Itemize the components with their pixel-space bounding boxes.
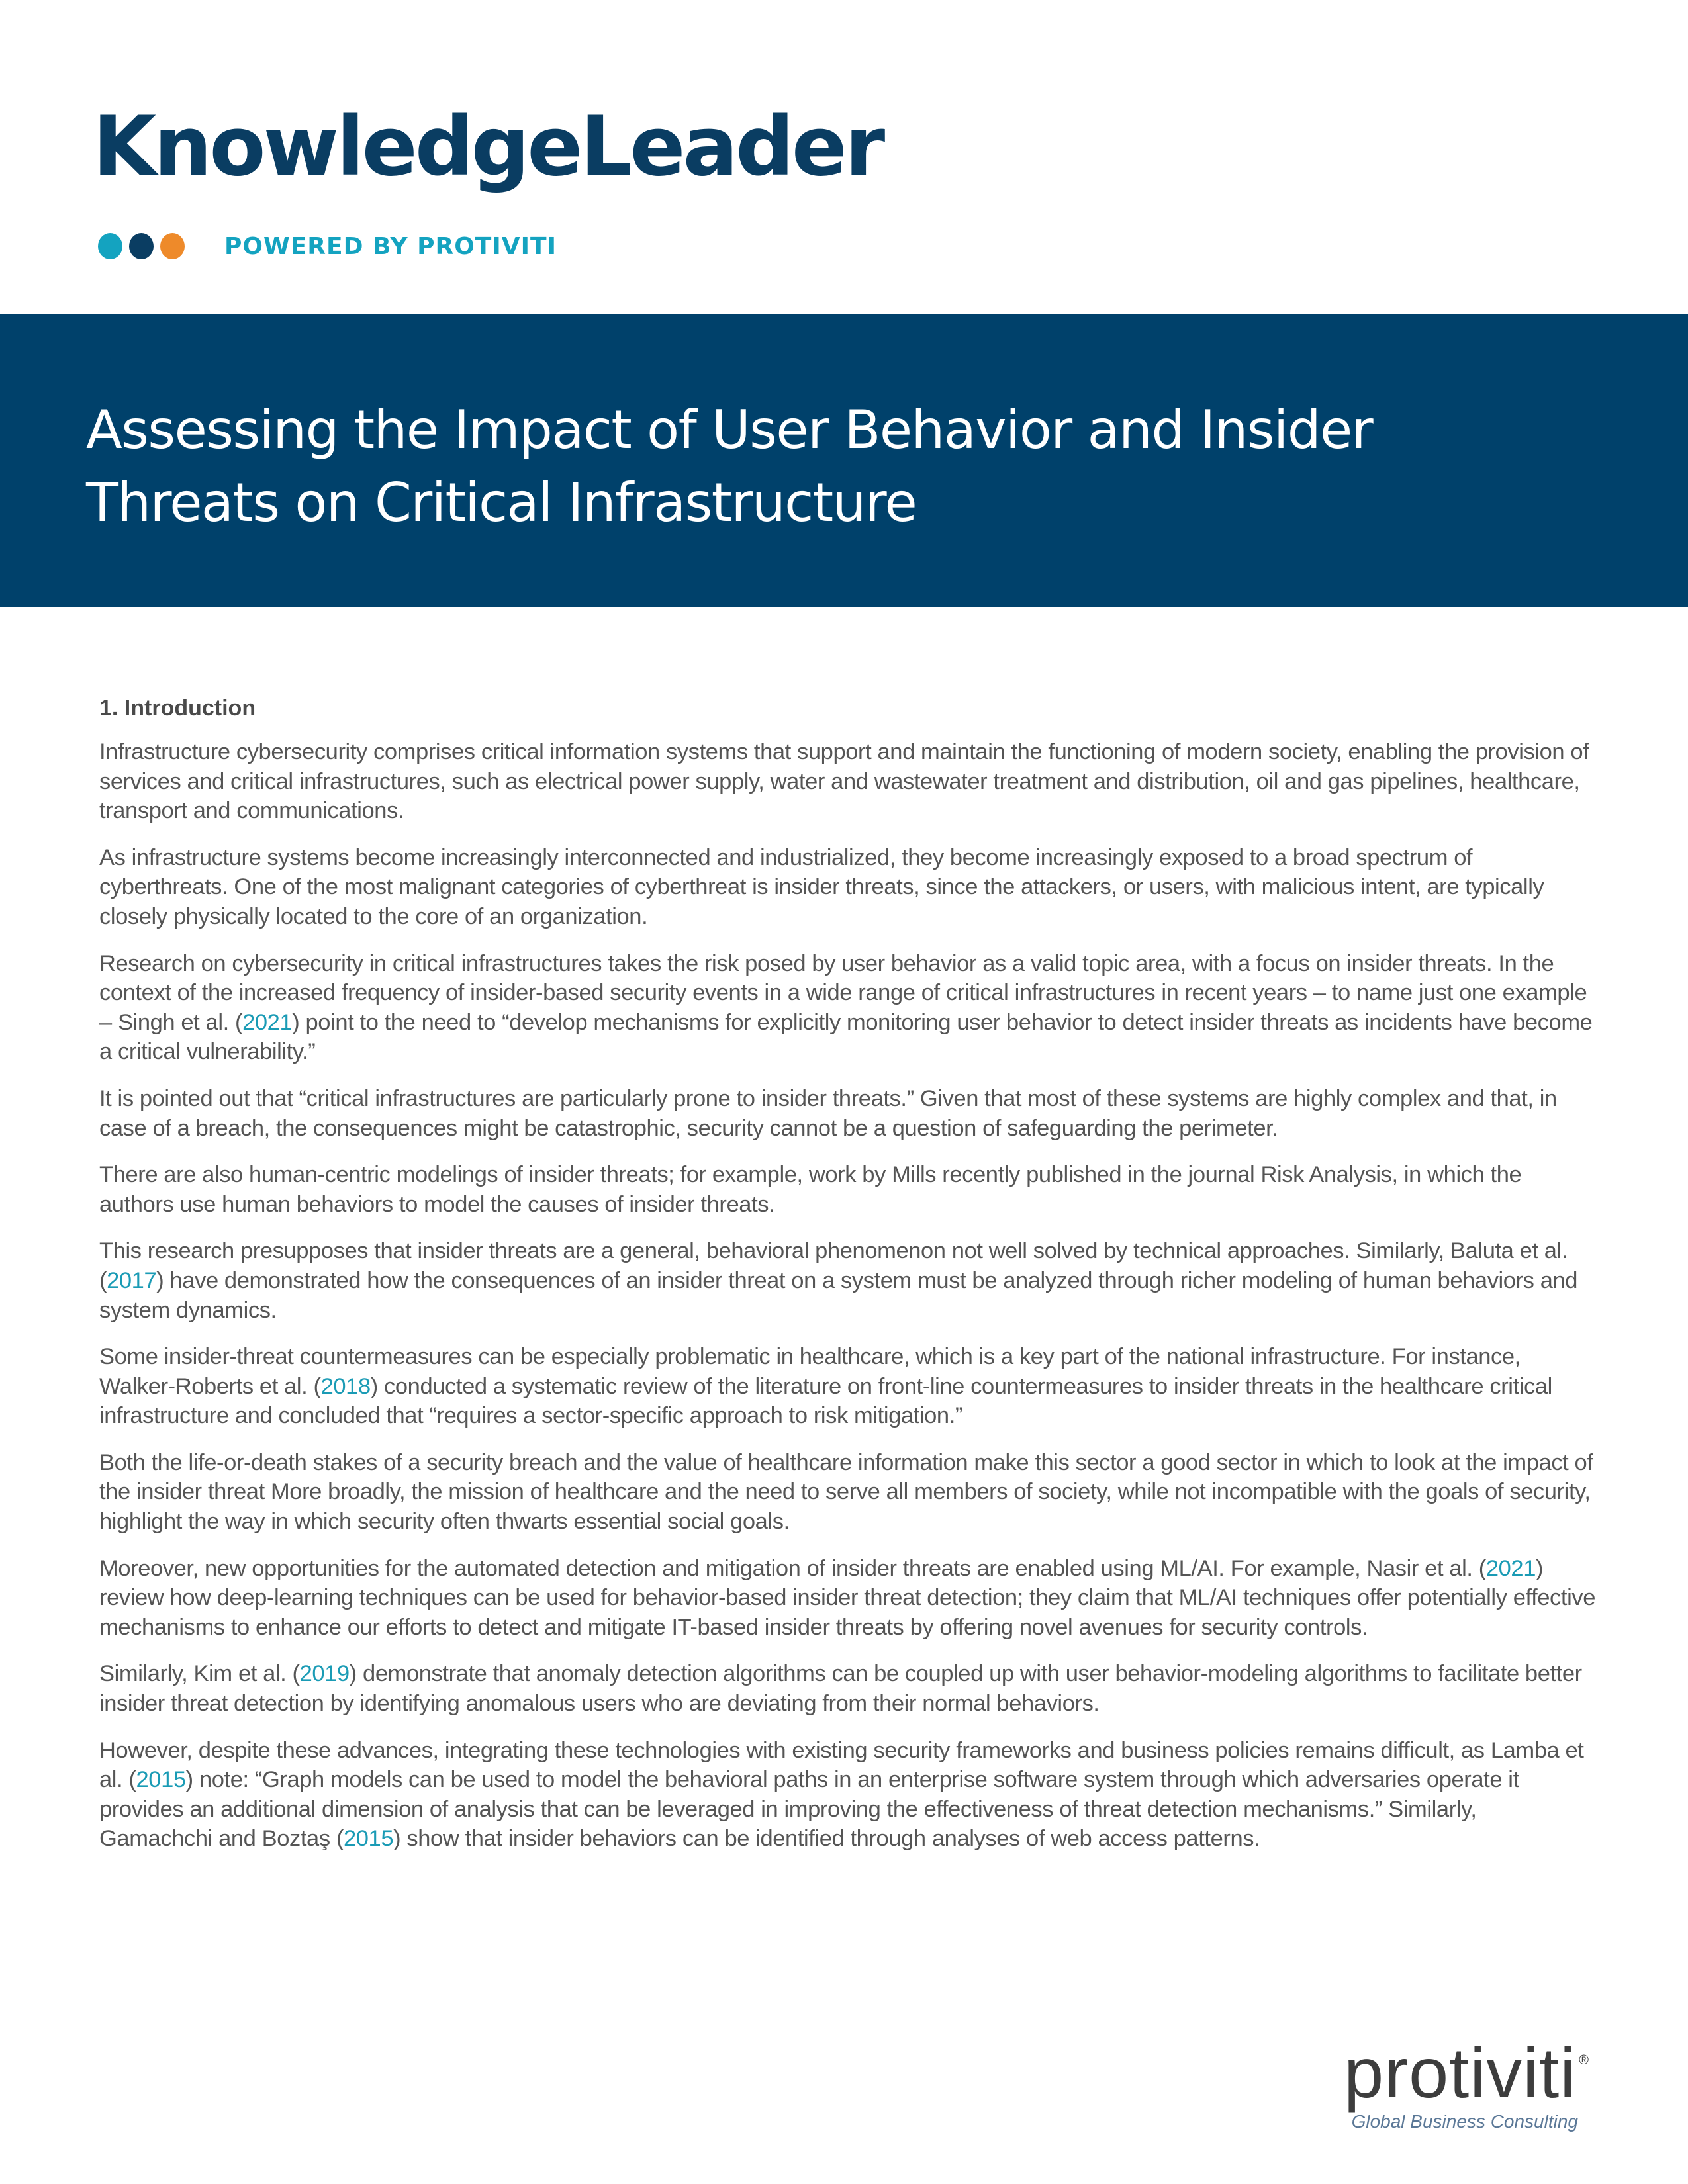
citation-link[interactable]: 2015 [343, 1826, 394, 1852]
citation-link[interactable]: 2018 [320, 1373, 371, 1399]
paragraph-text: Some insider-threat countermeasures can be especially problematic in healthcare, which is a key part of the national infrastructure. For instance, Walker-Roberts et al. ( [99, 1344, 1521, 1399]
paragraph-text: Similarly, Kim et al. ( [99, 1661, 300, 1687]
registered-mark-icon: ® [1579, 2053, 1589, 2068]
citation-link[interactable]: 2019 [299, 1661, 350, 1687]
title-line-2: Threats on Critical Infrastructure [86, 472, 917, 533]
protiviti-tagline: Global Business Consulting [1351, 2111, 1578, 2132]
knowledgeleader-logo: KnowledgeLeader [93, 99, 883, 195]
powered-by-row [98, 232, 557, 261]
paragraph [99, 1342, 1595, 1431]
protiviti-wordmark: protiviti [1344, 2032, 1577, 2113]
title-line-1: Assessing the Impact of User Behavior and Insider [86, 399, 1373, 461]
citation-link[interactable]: 2021 [1485, 1555, 1536, 1581]
paragraph-text: Moreover, new opportunities for the automated detection and mitigation of insider threats are enabled using ML/AI. For example, Nasir et al. ( [99, 1555, 1486, 1581]
paragraph: As infrastructure systems become increasingly interconnected and industrialized, they become increasingly exposed to a broad spectrum of cyberthreats. One of the most malignant categories of cyberthreat is insider threats, since the attackers, or users, with malicious intent, are typically closely physically located to the core of an organization. [99, 844, 1544, 929]
paragraph: Infrastructure cybersecurity comprises critical information systems that support and maintain the functioning of modern society, enabling the provision of services and critical infrastructures, such as electrical power supply, water and wastewater treatment and distribution, oil and gas pipelines, healthcare, transport and communications. [99, 739, 1589, 824]
paragraph [99, 949, 1595, 1067]
title-banner [0, 314, 1688, 607]
paragraph: It is pointed out that “critical infrastructures are particularly prone to insider threats.” Given that most of these systems are highly complex and that, in case of a breach, the consequences might be catastrophic, security cannot be a question of safeguarding the perimeter. [99, 1085, 1557, 1141]
paragraph-text: ) note: “Graph models can be used to model the behavioral paths in an enterprise software system through which adversaries operate it provides an additional dimension of analysis that can be leveraged in improving the effectiveness of threat detection mechanisms.” Similarly, Gamachchi and Boztaş ( [99, 1767, 1519, 1852]
teal-dot-icon [98, 233, 122, 259]
paragraph-text: ) conducted a systematic review of the literature on front-line countermeasures to insider threats in the healthcare critical infrastructure and concluded that “requires a sector-specific approach to risk mitigation.” [99, 1373, 1552, 1429]
paragraph: Both the life-or-death stakes of a security breach and the value of healthcare information make this sector a good sector in which to look at the impact of the insider threat More broadly, the mission of healthcare and the need to serve all members of society, while not incompatible with the goals of security, highlight the way in which security often thwarts essential social goals. [99, 1449, 1593, 1535]
paragraph-text: ) demonstrate that anomaly detection algorithms can be coupled up with user behavior-modeling algorithms to facilitate better insider threat detection by identifying anomalous users who are deviating from their normal behaviors. [99, 1661, 1582, 1717]
document-body [99, 694, 1595, 1871]
paragraph-text: ) have demonstrated how the consequences of an insider threat on a system must be analyzed through richer modeling of human behaviors and system dynamics. [99, 1267, 1578, 1323]
powered-by-text: POWERED BY PROTIVITI [224, 232, 557, 260]
navy-dot-icon [129, 233, 154, 259]
paragraph [99, 1659, 1595, 1718]
paragraph-text: ) review how deep-learning techniques can be used for behavior-based insider threat detection; they claim that ML/AI techniques offer potentially effective mechanisms to enhance our efforts to detect and mitigate IT-based insider threats by offering novel avenues for security controls. [99, 1555, 1595, 1640]
citation-link[interactable]: 2021 [242, 1009, 293, 1035]
paragraph [99, 1236, 1595, 1325]
paragraph-text: ) point to the need to “develop mechanisms for explicitly monitoring user behavior to detect insider threats as incidents have become a critical vulnerability.” [99, 1009, 1593, 1065]
paragraph-text: This research presupposes that insider threats are a general, behavioral phenomenon not well solved by technical approaches. Similarly, Baluta et al. ( [99, 1238, 1568, 1293]
protiviti-logo [1331, 2032, 1589, 2132]
orange-dot-icon [160, 233, 185, 259]
paragraph-text: However, despite these advances, integrating these technologies with existing security frameworks and business policies remains difficult, as Lamba et al. ( [99, 1737, 1584, 1793]
citation-link[interactable]: 2015 [136, 1767, 186, 1793]
document-title [86, 394, 1609, 539]
paragraph-text: ) show that insider behaviors can be identified through analyses of web access patterns. [393, 1826, 1260, 1852]
paragraph-text: Research on cybersecurity in critical infrastructures takes the risk posed by user behavior as a valid topic area, with a focus on insider threats. In the context of the increased frequency of insider-based security events in a wide range of critical infrastructures in recent years – to name just one example – Singh et al. ( [99, 950, 1587, 1035]
section-heading: 1. Introduction [99, 696, 256, 721]
citation-link[interactable]: 2017 [107, 1267, 157, 1293]
paragraph [99, 1736, 1595, 1854]
paragraph: There are also human-centric modelings of insider threats; for example, work by Mills recently published in the journal Risk Analysis, in which the authors use human behaviors to model the causes of insider threats. [99, 1162, 1522, 1217]
paragraph [99, 1554, 1595, 1643]
